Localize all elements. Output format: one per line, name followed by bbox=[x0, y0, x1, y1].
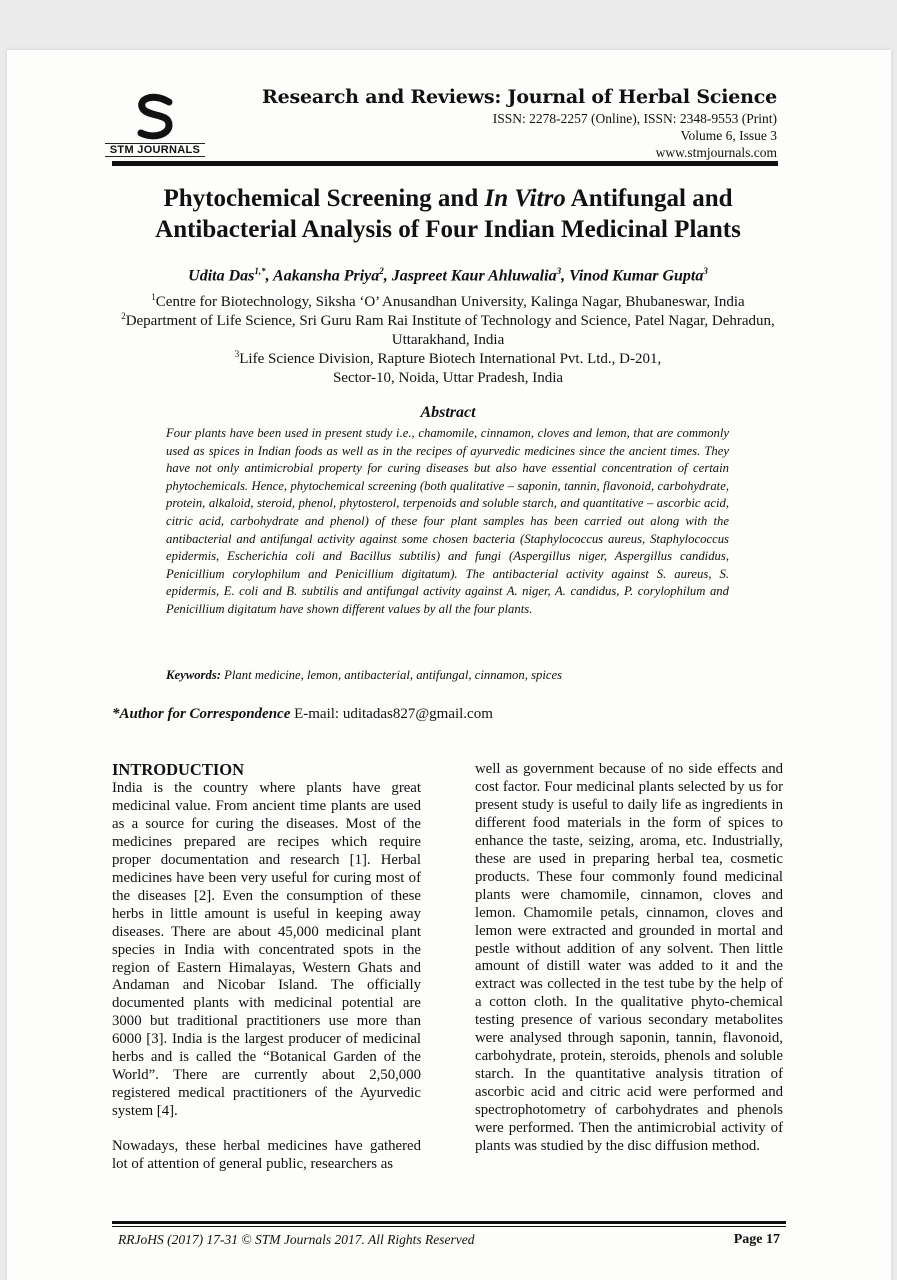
author-affil-mark: 2 bbox=[379, 266, 384, 276]
author-affil-mark: 3 bbox=[703, 266, 708, 276]
stm-journals-logo bbox=[105, 93, 205, 159]
affiliation-number: 3 bbox=[234, 349, 240, 359]
author-separator: , bbox=[265, 267, 274, 285]
page-number: Page 17 bbox=[733, 1232, 780, 1247]
journal-volume: Volume 6, Issue 3 bbox=[680, 128, 777, 143]
intro-paragraph-continued: well as government because of no side effects and cost factor. Four medicinal plants selected by us for present study is useful to daily life as ingredients in different food materials in the form of spices to enhance the taste, seizing, aroma, etc. Industrially, these are used in preparing herbal tea, cosmetic products. These four commonly found medicinal plants were chamomile, cinnamon, cloves and lemon. Chamomile petals, cinnamon, cloves and lemon were extracted and grounded in mortal and pestle without addition of any solvent. Then little amount of distill water was added to it and the extract was collected in the test tube by the help of a cotton cloth. In the qualitative phyto-chemical testing presence of various secondary metabolites were analysed through saponin, tannin, flavonoid, carbohydrate, protein, steroids, phenols and soluble starch. In the quantitative analysis titration of ascorbic acid and citric acid were performed and spectrophotometry of carbohydrates and phenols were performed. Then the antimicrobial activity of plants was studied by the disc diffusion method. bbox=[475, 761, 783, 1155]
abstract-heading: Abstract bbox=[420, 404, 476, 421]
affiliation-text: Life Science Division, Rapture Biotech International Pvt. Ltd., D-201, Sector-10, Noida, Uttar Pradesh, India bbox=[239, 351, 662, 386]
intro-paragraph-2: Nowadays, these herbal medicines have gathered lot of attention of general public, researchers as bbox=[112, 1138, 421, 1173]
footer-divider-thin bbox=[112, 1226, 786, 1227]
affiliation-2 bbox=[110, 307, 786, 350]
correspondence-email[interactable]: E-mail: uditadas827@gmail.com bbox=[290, 706, 493, 722]
author-list bbox=[110, 266, 786, 285]
affiliation-number: 1 bbox=[151, 292, 156, 302]
title-part-1: Phytochemical Screening and bbox=[163, 185, 485, 212]
right-column bbox=[475, 761, 783, 1156]
keywords bbox=[166, 668, 729, 683]
correspondence-label: *Author for Correspondence bbox=[112, 706, 291, 722]
correspondence bbox=[112, 706, 493, 723]
paper-title bbox=[110, 183, 786, 245]
author-name: Udita Das bbox=[188, 267, 255, 285]
journal-header bbox=[262, 84, 777, 161]
keywords-label: Keywords: bbox=[166, 668, 221, 682]
logo-text: STM JOURNALS bbox=[105, 143, 205, 157]
author-name: Aakansha Priya bbox=[273, 267, 380, 285]
affiliation-3 bbox=[110, 345, 786, 388]
footer-divider-thick bbox=[112, 1221, 786, 1224]
author-affil-mark: 3 bbox=[556, 266, 562, 276]
footer-citation: RRJoHS (2017) 17-31 © STM Journals 2017. All Rights Reserved bbox=[118, 1232, 475, 1247]
journal-title: Research and Reviews: Journal of Herbal Science bbox=[262, 86, 777, 108]
journal-issn: ISSN: 2278-2257 (Online), ISSN: 2348-9553 (Print) bbox=[492, 111, 777, 126]
author-separator: , bbox=[383, 267, 392, 285]
intro-paragraph-1: India is the country where plants have great medicinal value. From ancient time plants are used as a source for curing the diseases. Most of the medicines prepared are recipes which require proper documentation and research [1]. Herbal medicines have been very useful for curing most of the diseases [2]. Even the consumption of these herbs in little amount is useful in keeping away diseases. There are about 45,000 medicinal plant species in India with concentrated spots in the region of Eastern Himalayas, Western Ghats and Andaman and Nicobar Island. The officially documented plants with medicinal potential are 3000 but traditional practitioners use more than 6000 [3]. India is the largest producer of medicinal herbs and is called the “Botanical Garden of the World”. There are currently about 2,50,000 registered medical practitioners of the Ayurvedic system [4]. bbox=[112, 780, 421, 1120]
keywords-text: Plant medicine, lemon, antibacterial, antifungal, cinnamon, spices bbox=[220, 668, 563, 682]
section-heading-introduction: INTRODUCTION bbox=[112, 760, 245, 779]
affiliation-text: Centre for Biotechnology, Siksha ‘O’ Anusandhan University, Kalinga Nagar, Bhubaneswar, India bbox=[155, 294, 745, 310]
author-name: Jaspreet Kaur Ahluwalia bbox=[391, 267, 557, 285]
affiliation-number: 2 bbox=[121, 311, 126, 321]
author-name: Vinod Kumar Gupta bbox=[569, 267, 704, 285]
title-part-2: Antifungal and Antibacterial Analysis of Four Indian Medicinal Plants bbox=[155, 185, 741, 243]
author-separator: , bbox=[561, 267, 570, 285]
affiliation-text: Department of Life Science, Sri Guru Ram Rai Institute of Technology and Science, Patel Nagar, Dehradun, Uttarakhand, India bbox=[125, 313, 775, 348]
author-affil-mark: 1,* bbox=[254, 266, 266, 276]
header-divider bbox=[112, 161, 778, 166]
left-column bbox=[112, 761, 421, 1174]
abstract-text: Four plants have been used in present study i.e., chamomile, cinnamon, cloves and lemon, that are commonly used as spices in Indian foods as well as in the recipes of ayurvedic medicines since the ancient times. They have not only antimicrobial property for curing diseases but also have essential concentration of certain phytochemicals. Hence, phytochemical screening (both qualitative – saponin, tannin, flavonoid, carbohydrate, protein, alkaloid, steroid, phenol, phytosterol, terpenoids and soluble starch, and quantitative – ascorbic acid, citric acid, carbohydrate and phenol) of these four plant samples has been carried out along with the antibacterial and antifungal activity against some chosen bacteria (Staphylococcus aureus, Staphylococcus epidermis, Escherichia coli and Bacillus subtilis) and fungi (Aspergillus niger, Aspergillus candidus, Penicillium corylophilum and Penicillium digitatum). The antibacterial activity against S. aureus, S. epidermis, E. coli and B. subtilis and antifungal activity against A. niger, A. candidus, P. corylophilum and Penicillium digitatum have shown different values by all the four plants. bbox=[166, 426, 729, 616]
journal-website[interactable]: www.stmjournals.com bbox=[655, 145, 777, 160]
stm-s-logo-icon bbox=[129, 93, 181, 141]
title-italic: In Vitro bbox=[484, 185, 566, 212]
